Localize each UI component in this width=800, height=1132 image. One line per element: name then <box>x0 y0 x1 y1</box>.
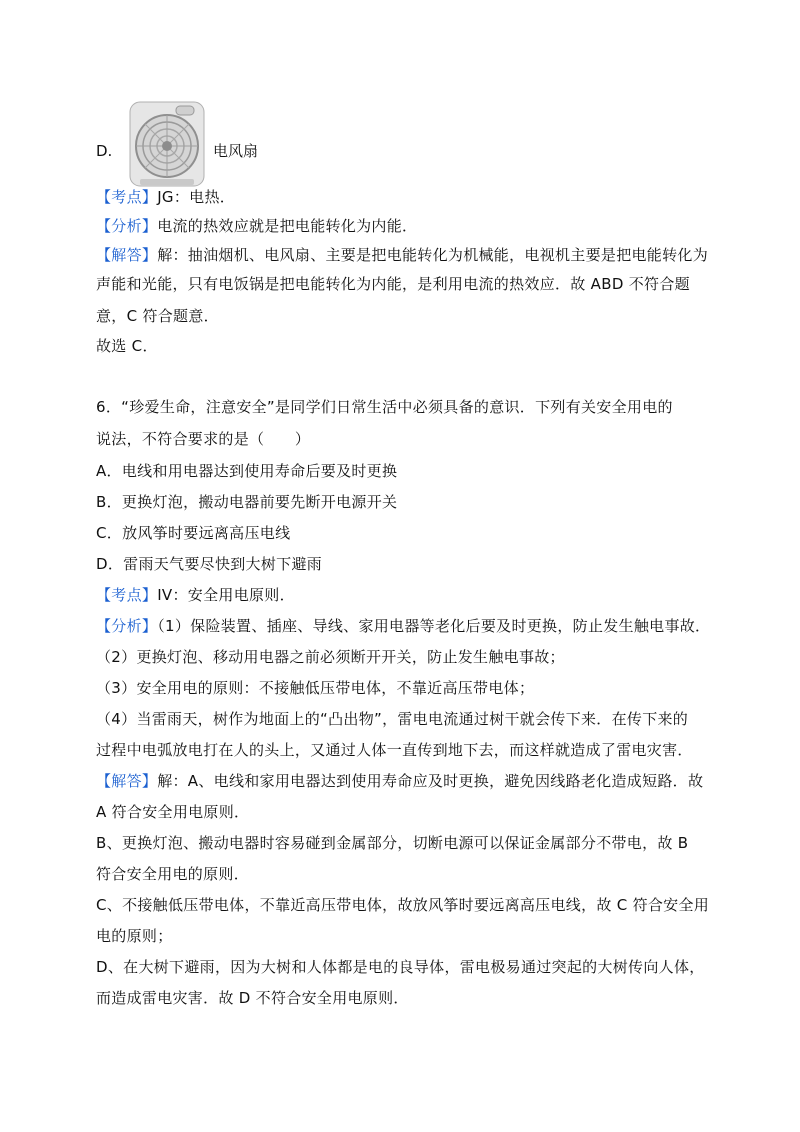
q6-jieda-line-6: 电的原则； <box>96 927 173 945</box>
q6-fenxi-line-5: 过程中电弧放电打在人的头上，又通过人体一直传到地下去，而这样就造成了雷电灾害． <box>96 741 693 759</box>
q6-jieda-line-8: 而造成雷电灾害．故 D 不符合安全用电原则． <box>96 989 409 1007</box>
q6-fenxi-line-2: （2）更换灯泡、移动用电器之前必须断开开关，防止发生触电事故； <box>96 648 565 666</box>
electric-fan-image <box>126 100 208 188</box>
jieda-tag: 【解答】 <box>96 772 158 790</box>
q5-jieda-line-2: 声能和光能，只有电饭锅是把电能转化为内能，是利用电流的热效应．故 ABD 不符合题 <box>96 275 690 293</box>
fenxi-tag: 【分析】 <box>96 217 158 235</box>
q5-option-d-letter: D. <box>96 142 113 160</box>
q6-jieda-line-3: B、更换灯泡、搬动电器时容易碰到金属部分，切断电源可以保证金属部分不带电，故 B <box>96 834 689 852</box>
q6-option-a: A．电线和用电器达到使用寿命后要及时更换 <box>96 462 398 480</box>
q6-stem-line-1: 6．“珍爱生命，注意安全”是同学们日常生活中必须具备的意识．下列有关安全用电的 <box>96 398 673 416</box>
q6-fenxi-line-4: （4）当雷雨天，树作为地面上的“凸出物”，雷电电流通过树干就会传下来．在传下来的 <box>96 710 689 728</box>
jieda-tag: 【解答】 <box>96 246 158 264</box>
q5-answer: 故选 C． <box>96 337 158 355</box>
q6-fenxi-line-3: （3）安全用电的原则：不接触低压带电体，不靠近高压带电体； <box>96 679 535 697</box>
q6-option-d: D．雷雨天气要尽快到大树下避雨 <box>96 555 323 573</box>
q6-option-b: B．更换灯泡，搬动电器前要先断开电源开关 <box>96 493 398 511</box>
q5-fenxi-line <box>96 216 417 236</box>
q6-fenxi-text-1: （1）保险装置、插座、导线、家用电器等老化后要及时更换，防止发生触电事故． <box>157 617 711 635</box>
kaodian-tag: 【考点】 <box>96 586 158 604</box>
q5-jieda-line-1 <box>96 245 708 265</box>
q6-jieda-text-1: 解：A、电线和家用电器达到使用寿命应及时更换，避免因线路老化造成短路．故 <box>157 772 704 790</box>
q5-fenxi-text: 电流的热效应就是把电能转化为内能． <box>157 217 418 235</box>
q5-kaodian-line <box>96 187 235 207</box>
q5-jieda-line-3: 意，C 符合题意． <box>96 307 219 325</box>
q6-kaodian-text: IV：安全用电原则． <box>157 586 295 604</box>
q6-jieda-line-1 <box>96 771 703 791</box>
kaodian-tag: 【考点】 <box>96 188 158 206</box>
q6-jieda-line-5: C、不接触低压带电体，不靠近高压带电体，故放风筝时要远离高压电线，故 C 符合安全用 <box>96 896 710 914</box>
q6-jieda-line-4: 符合安全用电的原则． <box>96 865 250 883</box>
q6-option-c: C．放风筝时要远离高压电线 <box>96 524 291 542</box>
q6-stem-line-2: 说法，不符合要求的是（ ） <box>96 430 311 448</box>
q5-jieda-text-1: 解：抽油烟机、电风扇、主要是把电能转化为机械能，电视机主要是把电能转化为 <box>157 246 709 264</box>
q6-fenxi-line-1 <box>96 616 710 636</box>
q6-jieda-line-2: A 符合安全用电原则． <box>96 803 250 821</box>
q5-kaodian-text: JG：电热． <box>157 188 236 206</box>
q6-kaodian-line <box>96 585 295 605</box>
q6-jieda-line-7: D、在大树下避雨，因为大树和人体都是电的良导体，雷电极易通过突起的大树传向人体， <box>96 958 705 976</box>
q5-option-d-label: 电风扇 <box>213 142 259 160</box>
fenxi-tag: 【分析】 <box>96 617 158 635</box>
